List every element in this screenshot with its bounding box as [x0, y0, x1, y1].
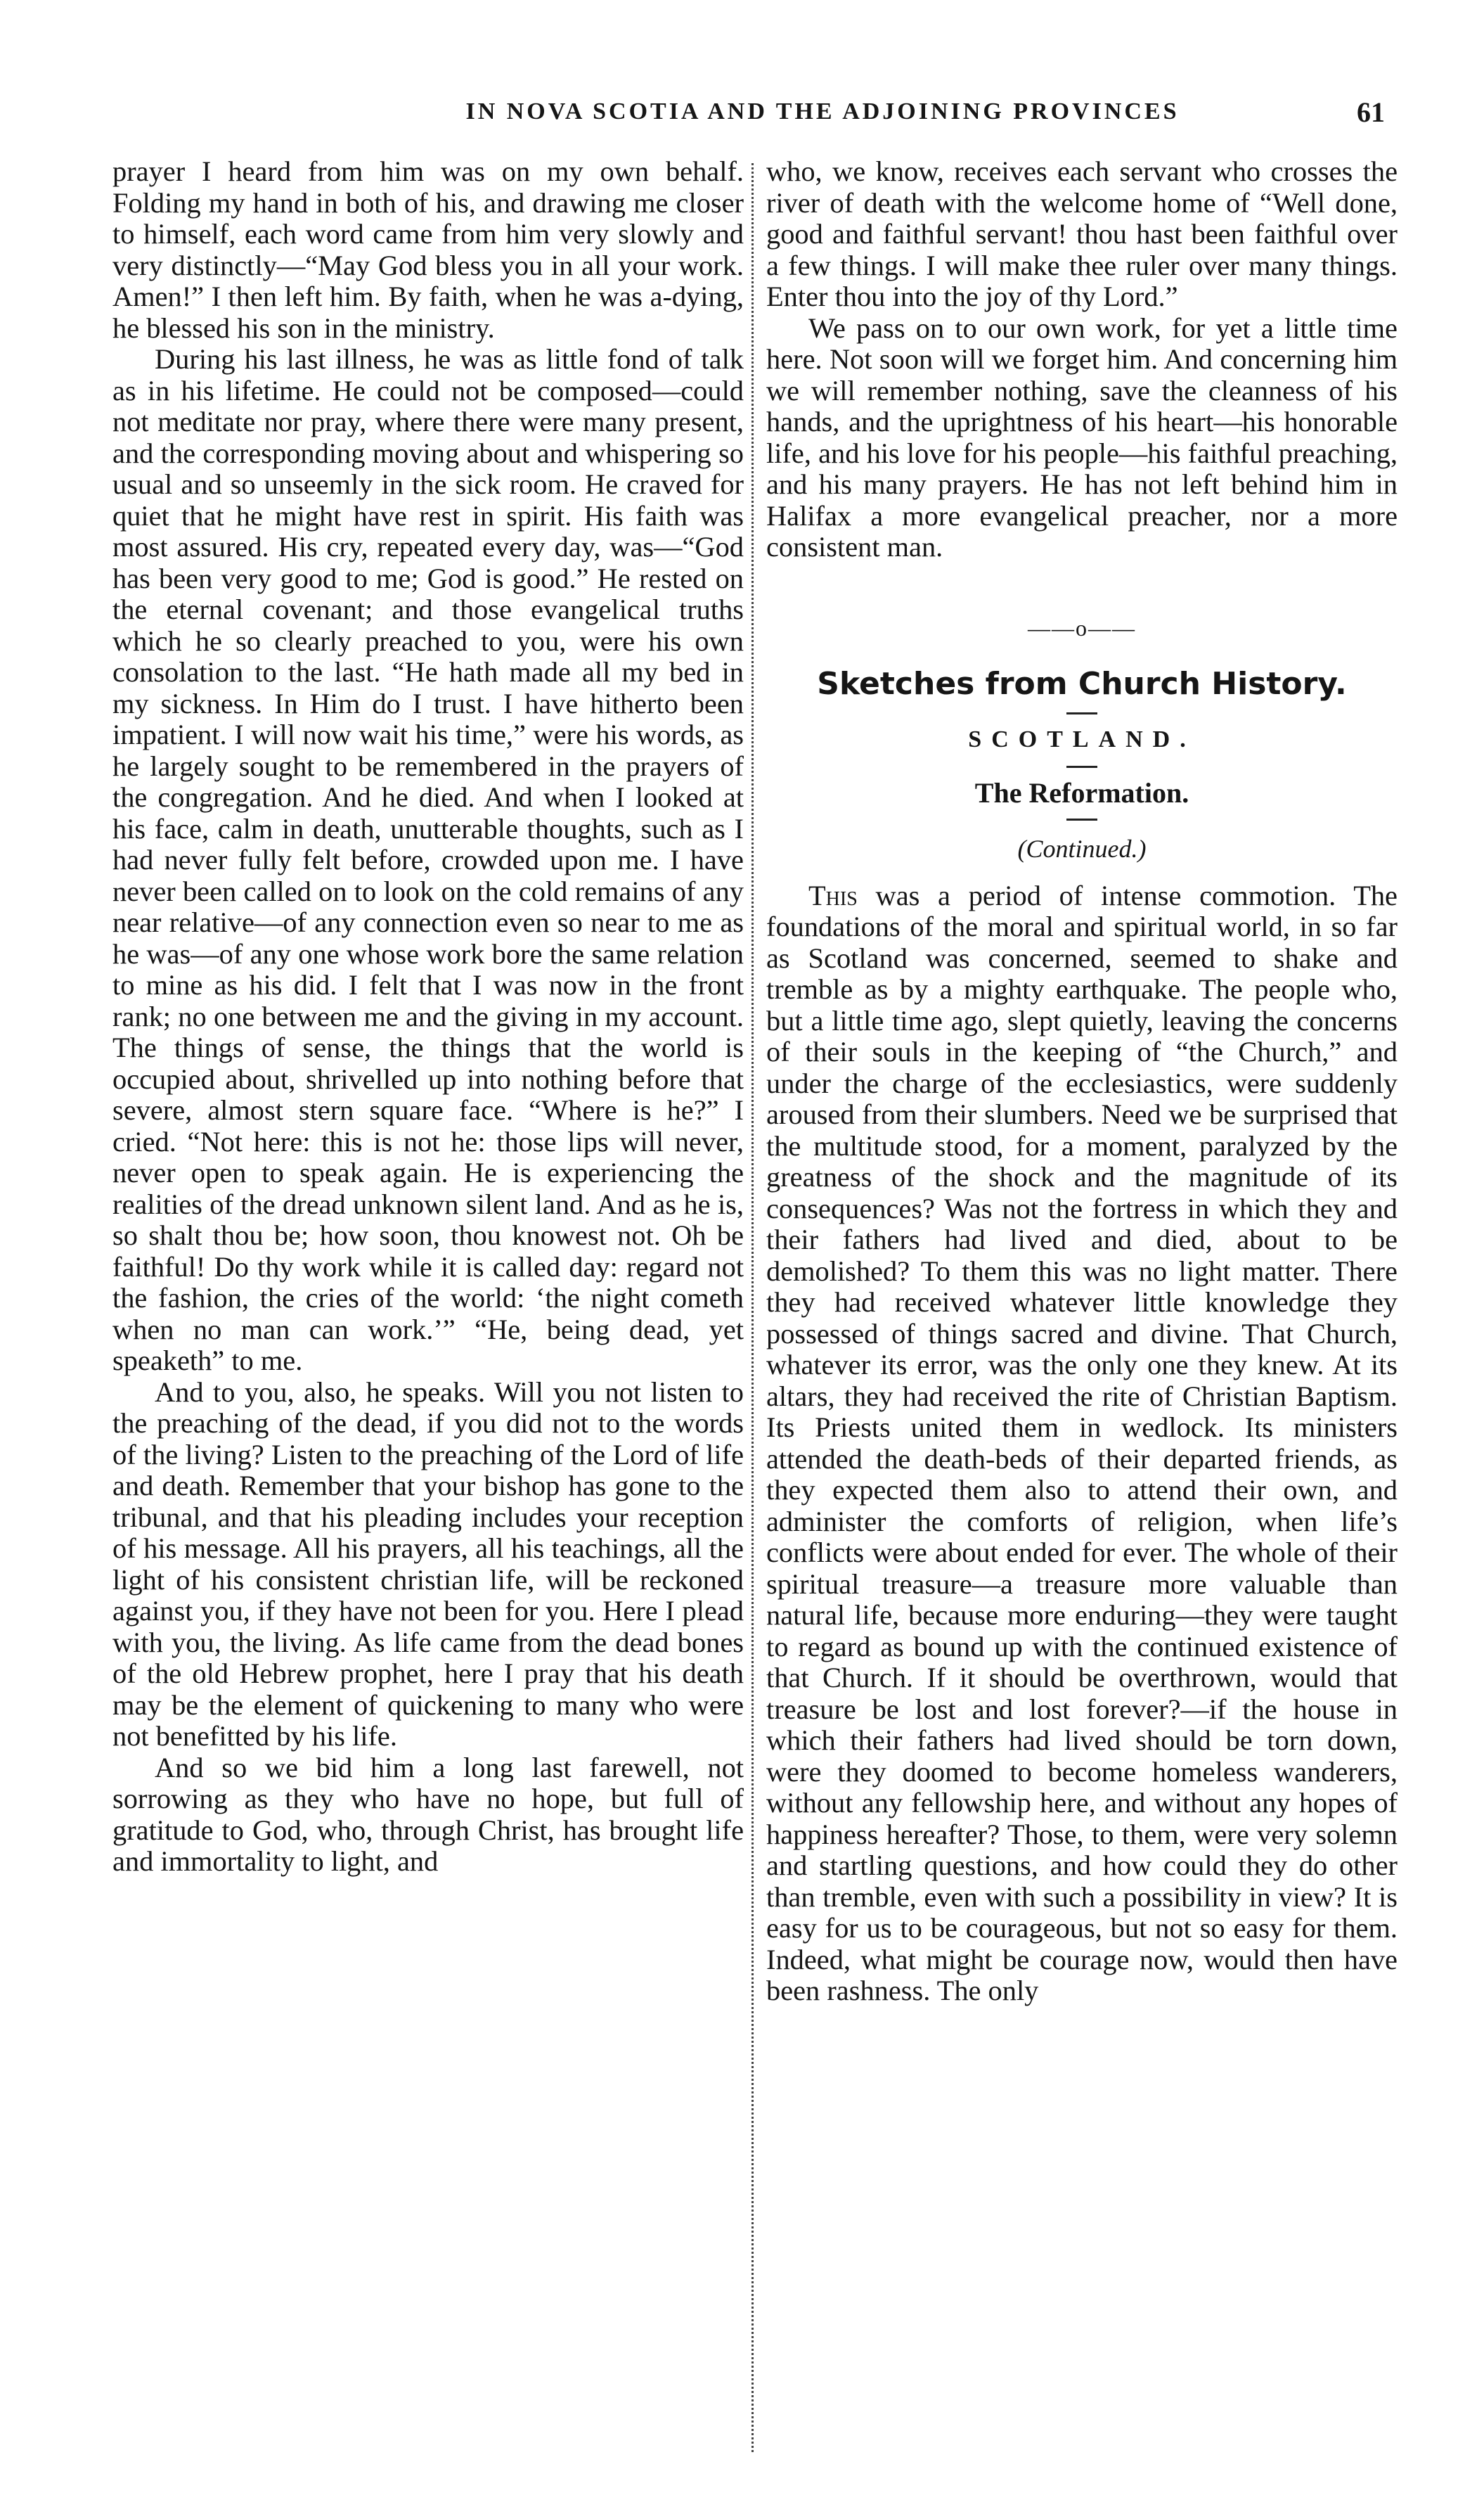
short-rule — [1066, 766, 1097, 768]
continued-note: (Continued.) — [1017, 835, 1147, 863]
section-divider: ——o—— — [1028, 615, 1136, 641]
paragraph: We pass on to our own work, for yet a little time here. Not soon will we forget him. And concerning him we will remember nothing, save the cleanness of his hands, and the uprightness of his heart—his honorable life, and his love for his people—his faithful preaching, and his many prayers. He has not left behind him in Halifax a more evangelical preacher, nor a more consistent man. — [766, 312, 1398, 563]
short-rule — [1066, 819, 1097, 821]
page-number: 61 — [1357, 96, 1385, 128]
section-title: Sketches from Church History. — [817, 666, 1347, 702]
right-column — [766, 156, 1398, 2007]
page-header — [120, 98, 1385, 141]
paragraph-opening-word: This — [808, 879, 858, 911]
paragraph: And so we bid him a long last farewell, not sorrowing as they who have no hope, but full of gratitude to God, who, through Christ, has brought life and immortality to light, and — [112, 1751, 744, 1877]
column-divider-rule — [751, 163, 754, 2452]
paragraph: During his last illness, he was as little fond of talk as in his lifetime. He could not be composed—could not meditate nor pray, where there were many present, and the corresponding moving about and whispering so usual and so unseemly in the sick room. He craved for quiet that he might have rest in spirit. His faith was most assured. His cry, repeated every day, was—“God has been very good to me; God is good.” He rested on the eternal covenant; and those evangelical truths which he so clearly preached to you, were his own consolation to the last. “He hath made all my bed in my sickness. In Him do I trust. I have hitherto been impatient. I will now wait his time,” were his words, as he largely sought to be remembered in the prayers of the congregation. And he died. And when I looked at his face, calm in death, unutterable thoughts, such as I had never fully felt before, crowded upon me. I have never been called on to look on the cold remains of any near relative—of any connection even so near to me as he was—of any one whose work bore the same relation to mine as his did. I felt that I was now in the front rank; no one between me and the giving in my account. The things of sense, the things that the world is occupied about, shrivelled up into nothing before that severe, almost stern square face. “Where is he?” I cried. “Not here: this is not he: those lips will never, never open to speak again. He is experiencing the realities of the dread unknown silent land. And as he is, so shalt thou be; how soon, thou knowest not. Oh be faithful! Do thy work while it is called day: regard not the fashion, the cries of the world: ‘the night cometh when no man can work.’” “He, being dead, yet speaketh” to me. — [112, 343, 744, 1376]
paragraph: prayer I heard from him was on my own behalf. Folding my hand in both of his, and drawing me closer to himself, each word came from him very slowly and very distinctly—“May God bless you in all your work. Amen!” I then left him. By faith, when he was a-dying, he blessed his son in the ministry. — [112, 155, 744, 344]
running-head: IN NOVA SCOTIA AND THE ADJOINING PROVINCES — [465, 98, 1180, 124]
section-subtitle: The Reformation. — [974, 776, 1189, 809]
paragraph — [766, 880, 1398, 2007]
paragraph: And to you, also, he speaks. Will you not listen to the preaching of the dead, if you did not to the words of the living? Listen to the preaching of the Lord of life and death. Remember that your bishop has gone to the tribunal, and that his pleading includes your reception of his message. All his prayers, all his teachings, all the light of his consistent christian life, will be reckoned against you, if they have not been for you. Here I plead with you, the living. As life came from the dead bones of the old Hebrew prophet, here I pray that his death may be the element of quickening to many who were not benefitted by his life. — [112, 1375, 744, 1752]
left-column — [112, 156, 744, 1878]
short-rule — [1066, 712, 1097, 714]
paragraph-text: was a period of intense commotion. The foundations of the moral and spiritual world, in so far as Scotland was concerned, seemed to shake and tremble as by a mighty earthquake. The people who, but a little time ago, slept quietly, leaving the concerns of their souls in the keeping of “the Church,” and under the charge of the ecclesiastics, were suddenly aroused from their slumbers. Need we be surprised that the multitude stood, for a moment, paralyzed by the greatness of the shock and the magnitude of its consequences? Was not the fortress in which they and their fathers had lived and died, about to be demolished? To them this was no light matter. There they had received whatever little knowledge they possessed of things sacred and divine. That Church, whatever its error, was the only one they knew. At its altars, they had received the rite of Christian Baptism. Its Priests united them in wedlock. Its ministers attended the death-beds of their departed friends, as they expected them also to attend their own, and administer the comforts of religion, when life’s conflicts were about ended for ever. The whole of their spiritual treasure—a treasure more valuable than natural life, because more enduring—they were taught to regard as bound up with the continued existence of that Church. If it should be overthrown, would that treasure be lost and lost forever?—if the house in which their fathers had lived should be torn down, were they doomed to become homeless wanderers, without any fellowship here, and without any hopes of happiness hereafter? Those, to them, were very solemn and startling questions, and how could they do other than tremble, even with such a possibility in view? It is easy for us to be courageous, but not so easy for them. Indeed, what might be courage now, would then have been rashness. The only — [766, 879, 1398, 2006]
paragraph: who, we know, receives each servant who crosses the river of death with the welcome home of “Well done, good and faithful servant! thou hast been faithful over a few things. I will make thee ruler over many things. Enter thou into the joy of thy Lord.” — [766, 155, 1398, 312]
section-subhead: SCOTLAND. — [968, 726, 1196, 752]
